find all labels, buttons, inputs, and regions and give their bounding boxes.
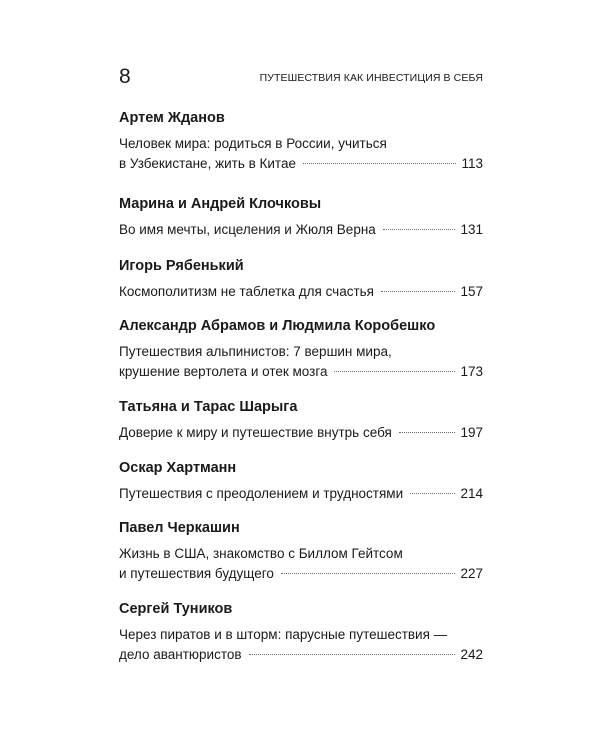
toc-entry (119, 108, 483, 174)
page-number: 8 (119, 65, 131, 88)
toc-entry (119, 397, 483, 443)
toc-page-ref: 131 (460, 222, 483, 237)
toc-author: Сергей Туников (119, 601, 233, 617)
toc-title-line: Через пиратов и в шторм: парусные путешествия — (119, 627, 448, 642)
toc-entry (119, 518, 483, 584)
toc-title-line: Путешествия альпинистов: 7 вершин мира, (119, 344, 392, 359)
dot-leader (383, 229, 456, 230)
toc-author: Павел Черкашин (119, 520, 240, 536)
toc-title-line: дело авантюристов (119, 647, 242, 662)
toc-title-line: Жизнь в США, знакомство с Биллом Гейтсом (119, 546, 403, 561)
toc-entry (119, 458, 483, 504)
dot-leader (399, 432, 456, 433)
running-head: ПУТЕШЕСТВИЯ КАК ИНВЕСТИЦИЯ В СЕБЯ (259, 72, 483, 84)
toc-author: Александр Абрамов и Людмила Коробешко (119, 318, 436, 334)
toc-title-line: Человек мира: родиться в России, учиться (119, 136, 387, 151)
toc-title-last-line (119, 154, 483, 174)
dot-leader (281, 573, 456, 574)
toc-entry (119, 256, 483, 302)
toc-title-last-line (119, 484, 483, 504)
toc-author: Марина и Андрей Клочковы (119, 196, 322, 212)
toc-page-ref: 157 (460, 284, 483, 299)
page-header (119, 66, 483, 88)
dot-leader (249, 654, 456, 655)
toc-page-ref: 173 (460, 364, 483, 379)
toc-entry (119, 194, 483, 240)
dot-leader (410, 493, 455, 494)
toc-title-last-line (119, 423, 483, 443)
toc-page-ref: 227 (460, 566, 483, 581)
toc-title-line: Доверие к миру и путешествие внутрь себя (119, 425, 392, 440)
toc-entry (119, 316, 483, 382)
toc-title-last-line (119, 282, 483, 302)
toc-title-last-line (119, 220, 483, 240)
toc-title-last-line (119, 645, 483, 665)
toc-author: Игорь Рябенький (119, 258, 244, 274)
toc-title-last-line (119, 362, 483, 382)
toc-page-ref: 214 (460, 486, 483, 501)
toc-entry (119, 599, 483, 665)
toc-title-line: крушение вертолета и отек мозга (119, 364, 328, 379)
toc-page-ref: 242 (460, 647, 483, 662)
dot-leader (303, 163, 456, 164)
toc-title-line: Во имя мечты, исцеления и Жюля Верна (119, 222, 376, 237)
toc-page-ref: 113 (461, 156, 483, 171)
toc-author: Оскар Хартманн (119, 460, 237, 476)
toc-title-line: и путешествия будущего (119, 566, 274, 581)
toc-author: Артем Жданов (119, 110, 225, 126)
toc-title-line: Путешествия с преодолением и трудностями (119, 486, 404, 501)
toc-author: Татьяна и Тарас Шарыга (119, 399, 298, 415)
dot-leader (381, 291, 455, 292)
dot-leader (334, 371, 455, 372)
toc-title-line: Космополитизм не таблетка для счастья (119, 284, 374, 299)
toc-title-last-line (119, 564, 483, 584)
toc-page-ref: 197 (460, 425, 483, 440)
toc-title-line: в Узбекистане, жить в Китае (119, 156, 296, 171)
